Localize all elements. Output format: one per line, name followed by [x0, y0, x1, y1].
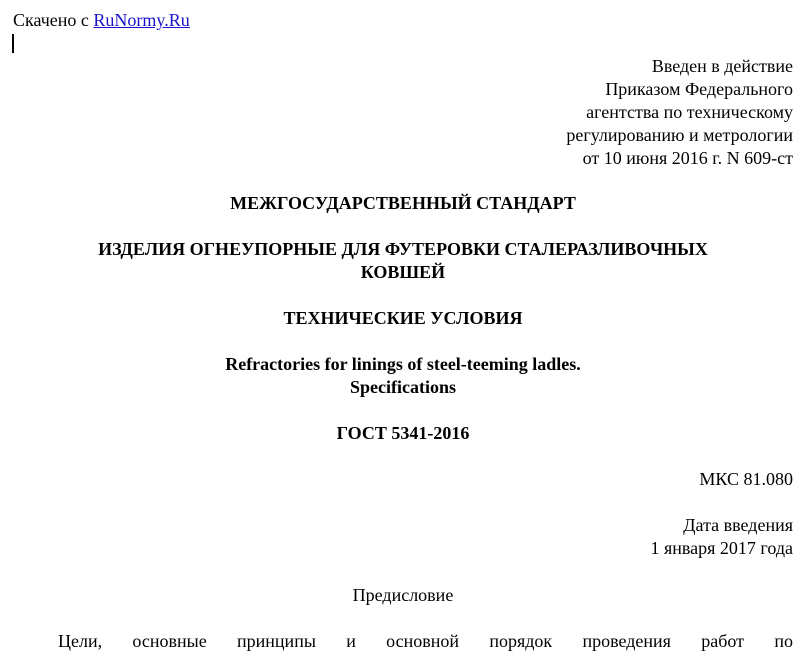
- subtitle-text: ТЕХНИЧЕСКИЕ УСЛОВИЯ: [283, 308, 523, 328]
- text-cursor: [12, 34, 14, 53]
- mks-code-text: МКС 81.080: [699, 469, 793, 489]
- approval-block: [566, 55, 793, 170]
- source-prefix: Скачено с: [13, 10, 89, 30]
- title-en-line: Refractories for linings of steel-teeming ladles.: [225, 354, 581, 374]
- approval-line: Введен в действие: [651, 56, 793, 76]
- introduction-date-value: 1 января 2017 года: [650, 538, 793, 558]
- approval-line: Приказом Федерального: [605, 79, 793, 99]
- approval-line: от 10 июня 2016 г. N 609-ст: [582, 148, 793, 168]
- title-en-line: Specifications: [350, 377, 456, 397]
- approval-line: регулированию и метрологии: [566, 125, 793, 145]
- mks-code: [699, 468, 793, 491]
- standard-type: [0, 192, 799, 215]
- approval-line: агентства по техническому: [586, 102, 793, 122]
- introduction-date: [650, 514, 793, 560]
- standard-subtitle: [0, 307, 799, 330]
- title-ru-line: ИЗДЕЛИЯ ОГНЕУПОРНЫЕ ДЛЯ ФУТЕРОВКИ СТАЛЕРАЗЛИВОЧНЫХ: [98, 239, 708, 259]
- standard-title-ru: [0, 238, 799, 284]
- introduction-date-label: Дата введения: [683, 515, 793, 535]
- title-ru-line: КОВШЕЙ: [360, 262, 446, 282]
- source-link[interactable]: RuNormy.Ru: [93, 10, 190, 30]
- standard-title-en: [0, 353, 799, 399]
- foreword-heading: Предисловие: [352, 585, 454, 605]
- source-line: [13, 9, 190, 32]
- standard-type-text: МЕЖГОСУДАРСТВЕННЫЙ СТАНДАРТ: [230, 193, 576, 213]
- standard-number: [0, 422, 799, 445]
- foreword-paragraph: Цели, основные принципы и основной порядок проведения работ по: [58, 631, 793, 651]
- standard-number-text: ГОСТ 5341-2016: [336, 423, 470, 443]
